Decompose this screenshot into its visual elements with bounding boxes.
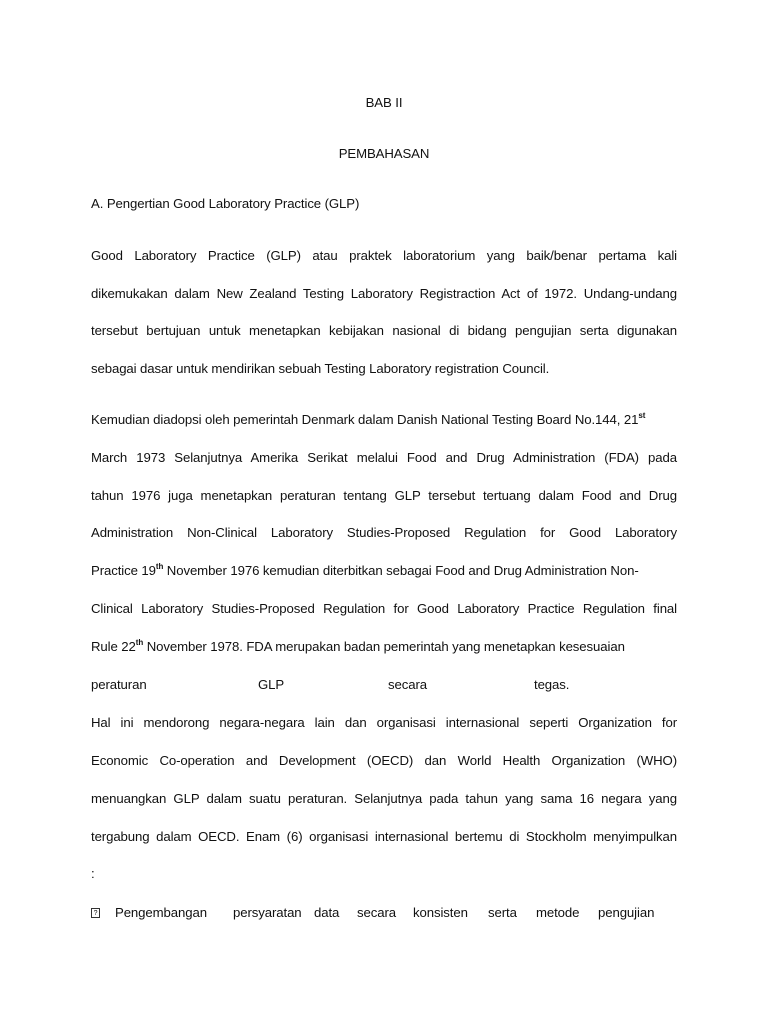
paragraph-2-line-2 bbox=[91, 450, 677, 466]
word: tegas. bbox=[534, 677, 570, 692]
para2-text: Clinical Laboratory Studies-Proposed Regulation for Good Laboratory Practice Regulation final bbox=[91, 601, 677, 616]
para2-text: Administration Non-Clinical Laboratory Studies-Proposed Regulation for Good Laboratory bbox=[91, 525, 677, 540]
para2-text: tahun 1976 juga menetapkan peraturan tentang GLP tersebut tertuang dalam Food and Drug bbox=[91, 488, 677, 503]
word: peraturan bbox=[91, 677, 147, 692]
para3-text: tergabung dalam OECD. Enam (6) organisasi internasional bertemu di Stockholm menyimpulkan bbox=[91, 829, 677, 844]
word: secara bbox=[388, 677, 427, 692]
paragraph-2-line-1 bbox=[91, 412, 677, 428]
para1-text: dikemukakan dalam New Zealand Testing Laboratory Registraction Act of 1972. Undang-undang bbox=[91, 286, 677, 301]
para2-text: November 1976 kemudian diterbitkan sebagai Food and Drug Administration Non- bbox=[163, 563, 639, 578]
para2-text: Kemudian diadopsi oleh pemerintah Denmark dalam Danish National Testing Board No.144, 21 bbox=[91, 412, 639, 427]
paragraph-2-line-5 bbox=[91, 563, 677, 579]
superscript: st bbox=[638, 410, 646, 420]
word: secara bbox=[357, 905, 396, 920]
para2-text: Practice 19 bbox=[91, 563, 156, 578]
word: metode bbox=[536, 905, 580, 920]
paragraph-1-line-3 bbox=[91, 323, 677, 339]
para3-text: Economic Co-operation and Development (OECD) dan World Health Organization (WHO) bbox=[91, 753, 677, 768]
word: persyaratan bbox=[233, 905, 302, 920]
section-heading: A. Pengertian Good Laboratory Practice (GLP) bbox=[91, 196, 360, 211]
paragraph-3-line-1 bbox=[91, 715, 677, 731]
word: data bbox=[314, 905, 340, 920]
chapter-title: PEMBAHASAN bbox=[338, 146, 430, 161]
paragraph-1-line-4: sebagai dasar untuk mendirikan sebuah Testing Laboratory registration Council. bbox=[91, 361, 550, 376]
word: konsisten bbox=[413, 905, 468, 920]
paragraph-3-line-4 bbox=[91, 829, 677, 845]
paragraph-3-line-5: : bbox=[91, 866, 95, 881]
para3-text: Hal ini mendorong negara-negara lain dan organisasi internasional seperti Organization for bbox=[91, 715, 677, 730]
paragraph-2-line-3 bbox=[91, 488, 677, 504]
chapter-heading: BAB II bbox=[365, 95, 403, 110]
paragraph-2-line-7 bbox=[91, 639, 677, 655]
para2-text: Rule 22 bbox=[91, 639, 136, 654]
paragraph-3-line-3 bbox=[91, 791, 677, 807]
para1-text: Good Laboratory Practice (GLP) atau praktek laboratorium yang baik/benar pertama kali bbox=[91, 248, 677, 263]
paragraph-2-line-6 bbox=[91, 601, 677, 617]
para2-text: November 1978. FDA merupakan badan pemerintah yang menetapkan kesesuaian bbox=[143, 639, 625, 654]
word: pengujian bbox=[598, 905, 655, 920]
paragraph-1-line-2 bbox=[91, 286, 677, 302]
para2-text: March 1973 Selanjutnya Amerika Serikat melalui Food and Drug Administration (FDA) pada bbox=[91, 450, 677, 465]
para3-text: menuangkan GLP dalam suatu peraturan. Selanjutnya pada tahun yang sama 16 negara yang bbox=[91, 791, 677, 806]
para1-text: tersebut bertujuan untuk menetapkan kebijakan nasional di bidang pengujian serta digunakan bbox=[91, 323, 677, 338]
superscript: th bbox=[135, 637, 144, 647]
paragraph-1-line-1 bbox=[91, 248, 677, 264]
missing-glyph-icon: ? bbox=[91, 908, 100, 918]
superscript: th bbox=[155, 561, 164, 571]
word: serta bbox=[488, 905, 517, 920]
paragraph-3-line-2 bbox=[91, 753, 677, 769]
paragraph-2-line-4 bbox=[91, 525, 677, 541]
word: GLP bbox=[258, 677, 285, 692]
word: Pengembangan bbox=[115, 905, 207, 920]
